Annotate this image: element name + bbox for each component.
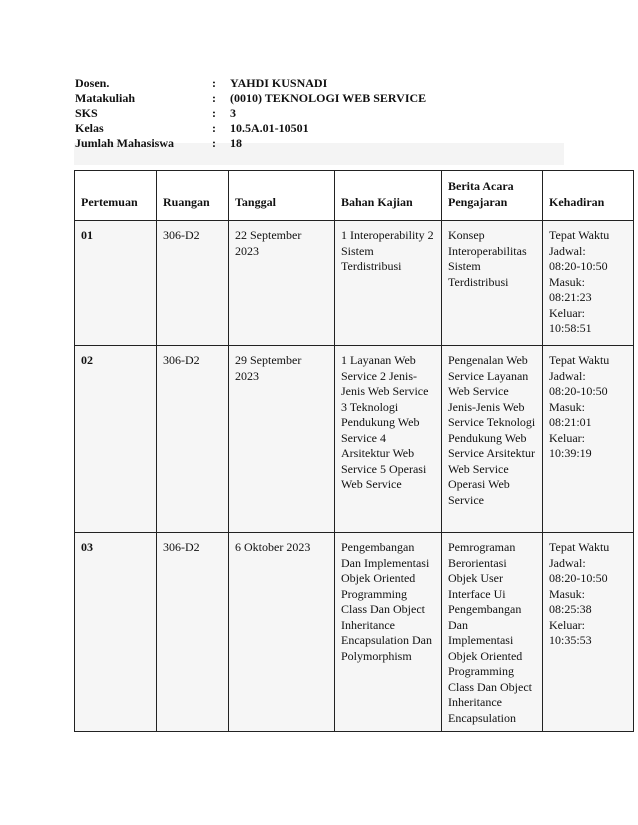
- info-row-sks: [75, 106, 595, 121]
- info-value: 3: [230, 106, 236, 120]
- info-row-jumlah-mahasiswa: [75, 136, 595, 151]
- cell-kehadiran: [543, 221, 634, 346]
- kehadiran-keluar-label: Keluar:: [549, 617, 585, 632]
- kehadiran-keluar-label: Keluar:: [549, 305, 585, 320]
- kehadiran-masuk-value: 08:21:01: [549, 415, 592, 429]
- kehadiran-status: Tepat Waktu: [549, 228, 610, 242]
- info-label: SKS: [75, 106, 98, 120]
- info-colon: :: [212, 106, 216, 120]
- kehadiran-masuk-label: Masuk:: [549, 586, 585, 601]
- info-colon: :: [212, 136, 216, 150]
- info-label: Dosen.: [75, 76, 110, 90]
- info-row-matakuliah: [75, 91, 595, 106]
- cell-tanggal: 6 Oktober 2023: [229, 533, 335, 732]
- cell-bahan-kajian: Pengembangan Dan Implementasi Objek Oriented Programming Class Dan Object Inheritance Encapsulation Dan Polymorphism: [335, 533, 442, 732]
- kehadiran-jadwal-label: Jadwal:: [549, 368, 586, 383]
- cell-berita-acara: Pengenalan Web Service Layanan Web Service Jenis-Jenis Web Service Teknologi Pendukung Web Service Arsitektur Web Service Operasi Web Service: [442, 346, 543, 533]
- info-colon: :: [212, 91, 216, 105]
- info-colon: :: [212, 121, 216, 135]
- cell-pertemuan: 02: [75, 346, 157, 533]
- info-value: 18: [230, 136, 242, 150]
- cell-ruangan: 306-D2: [157, 346, 229, 533]
- header-ruangan: Ruangan: [157, 171, 229, 221]
- header-kehadiran: Kehadiran: [543, 171, 634, 221]
- header-bahan-kajian: Bahan Kajian: [335, 171, 442, 221]
- table-row: [75, 346, 634, 533]
- kehadiran-keluar-value: 10:35:53: [549, 633, 592, 647]
- info-row-dosen: [75, 76, 595, 91]
- cell-kehadiran: [543, 533, 634, 732]
- cell-bahan-kajian: 1 Layanan Web Service 2 Jenis-Jenis Web Service 3 Teknologi Pendukung Web Service 4 Arsitektur Web Service 5 Operasi Web Service: [335, 346, 442, 533]
- kehadiran-masuk-label: Masuk:: [549, 399, 585, 414]
- kehadiran-keluar-value: 10:58:51: [549, 321, 592, 335]
- kehadiran-status: Tepat Waktu: [549, 540, 610, 554]
- table-row: [75, 221, 634, 346]
- cell-pertemuan: 03: [75, 533, 157, 732]
- kehadiran-jadwal-value: 08:20-10:50: [549, 259, 608, 273]
- kehadiran-status: Tepat Waktu: [549, 353, 610, 367]
- course-info: [75, 76, 595, 151]
- info-label: Kelas: [75, 121, 104, 135]
- kehadiran-keluar-value: 10:39:19: [549, 446, 592, 460]
- cell-tanggal: 22 September 2023: [229, 221, 335, 346]
- kehadiran-keluar-label: Keluar:: [549, 430, 585, 445]
- info-row-kelas: [75, 121, 595, 136]
- table-row: [75, 533, 634, 732]
- cell-bahan-kajian: 1 Interoperability 2 Sistem Terdistribusi: [335, 221, 442, 346]
- header-tanggal: Tanggal: [229, 171, 335, 221]
- cell-ruangan: 306-D2: [157, 533, 229, 732]
- info-label: Jumlah Mahasiswa: [75, 136, 175, 150]
- info-value: YAHDI KUSNADI: [230, 76, 328, 90]
- cell-tanggal: 29 September 2023: [229, 346, 335, 533]
- header-pertemuan: Pertemuan: [75, 171, 157, 221]
- cell-kehadiran: [543, 346, 634, 533]
- info-value: (0010) TEKNOLOGI WEB SERVICE: [230, 91, 427, 105]
- info-label: Matakuliah: [75, 91, 136, 105]
- cell-pertemuan: 01: [75, 221, 157, 346]
- header-berita-acara: Berita Acara Pengajaran: [442, 171, 543, 221]
- meeting-schedule-table: [74, 170, 634, 732]
- cell-berita-acara: Pemrograman Berorientasi Objek User Interface Ui Pengembangan Dan Implementasi Objek Oriented Programming Class Dan Object Inheritance Encapsulation: [442, 533, 543, 732]
- kehadiran-jadwal-value: 08:20-10:50: [549, 571, 608, 585]
- kehadiran-masuk-label: Masuk:: [549, 274, 585, 289]
- kehadiran-jadwal-value: 08:20-10:50: [549, 384, 608, 398]
- table-header-row: [75, 171, 634, 221]
- kehadiran-masuk-value: 08:21:23: [549, 290, 592, 304]
- kehadiran-jadwal-label: Jadwal:: [549, 555, 586, 570]
- cell-berita-acara: Konsep Interoperabilitas Sistem Terdistribusi: [442, 221, 543, 346]
- cell-ruangan: 306-D2: [157, 221, 229, 346]
- kehadiran-jadwal-label: Jadwal:: [549, 243, 586, 258]
- kehadiran-masuk-value: 08:25:38: [549, 602, 592, 616]
- info-value: 10.5A.01-10501: [230, 121, 309, 135]
- info-colon: :: [212, 76, 216, 90]
